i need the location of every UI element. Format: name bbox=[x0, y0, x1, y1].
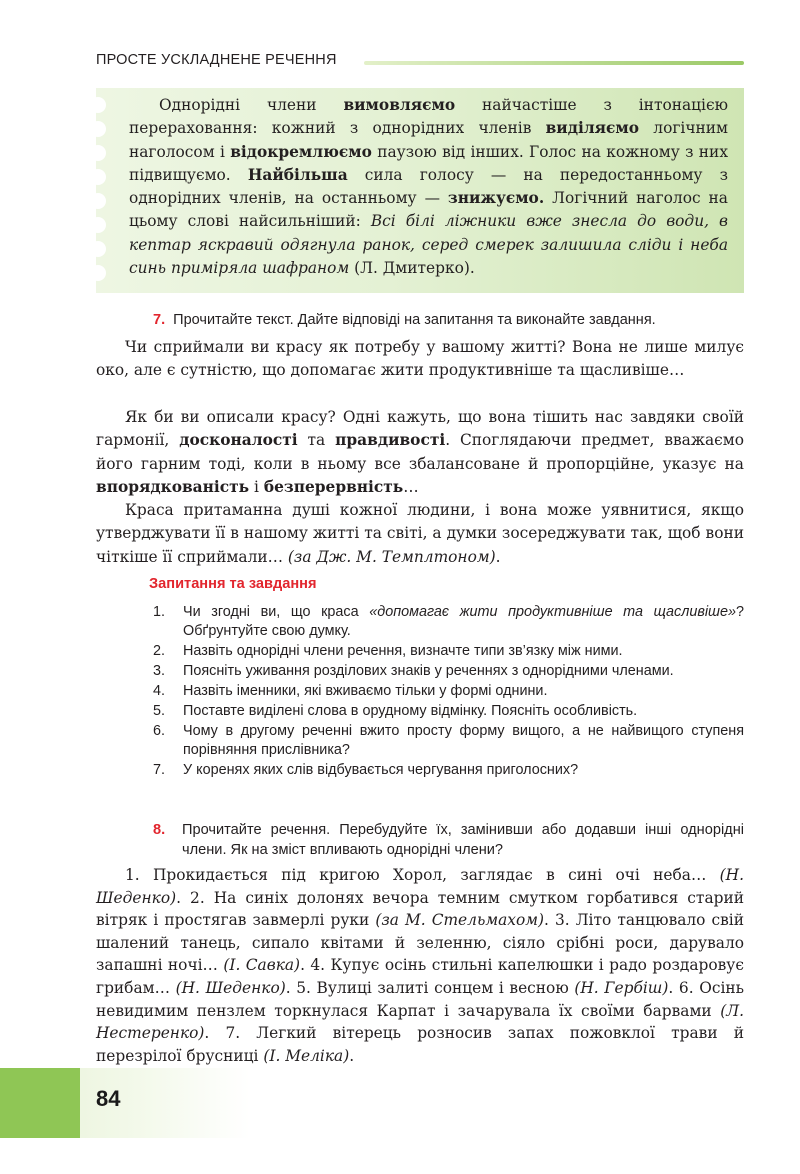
questions-list bbox=[153, 603, 744, 781]
bold-term: відокремлюємо bbox=[230, 142, 372, 161]
text-run: . 4. Купує осінь стильні капелюшки і радо роздаровує грибам… bbox=[96, 956, 744, 997]
italic-text: Всі білі ліжники вже знесла до води, в кептар яскравий одягнула ранок, серед смерек залишила сліди і неба синь приміряла шафраном bbox=[129, 212, 728, 278]
text-run: … bbox=[403, 478, 419, 497]
item-number: 3. bbox=[153, 663, 166, 679]
list-item bbox=[153, 682, 744, 701]
reading-paragraph bbox=[96, 406, 744, 500]
text-run: найчастіше з інтонацією перераховання: кожний з однорідних членів bbox=[129, 96, 728, 138]
text-run: . 6. Осінь невидимим пензлем торкнулася Карпат і зачарувала їх своїми барвами bbox=[96, 978, 745, 1020]
list-item bbox=[153, 722, 744, 760]
text-run: Чи сприймали ви красу як потребу у вашому житті? Вона не лише милує око, але є сутністю, що допомагає жити продуктивніше та щасливіше… bbox=[96, 338, 744, 380]
italic-text: (за Дж. М. Темплтоном) bbox=[287, 547, 496, 566]
item-number: 4. bbox=[153, 683, 166, 699]
binder-hole bbox=[90, 241, 106, 257]
italic-text: (Л. Нестеренко) bbox=[96, 1001, 744, 1043]
item-number: 2. bbox=[153, 643, 166, 659]
item-number: 5. bbox=[153, 703, 166, 719]
text-run: Назвіть іменники, які вживаємо тільки у формі однини. bbox=[183, 683, 548, 699]
item-number: 6. bbox=[153, 723, 166, 739]
list-item bbox=[153, 662, 744, 681]
rule-box bbox=[96, 88, 744, 293]
binder-hole bbox=[90, 145, 106, 161]
task-instruction: Прочитайте текст. Дайте відповіді на запитання та виконайте завдання. bbox=[173, 312, 656, 328]
bold-term: вимовляємо bbox=[343, 96, 456, 114]
footer-band bbox=[0, 1068, 250, 1138]
italic-text: (І. Меліка) bbox=[263, 1046, 350, 1065]
chapter-title: ПРОСТЕ УСКЛАДНЕНЕ РЕЧЕННЯ bbox=[96, 52, 337, 68]
italic-text: (Н. Шеденко) bbox=[175, 978, 286, 997]
bold-term: безперервність bbox=[263, 478, 404, 497]
text-run: Поясніть уживання розділових знаків у реченнях з однорідними членами. bbox=[183, 663, 674, 679]
bold-term: знижуємо. bbox=[447, 189, 545, 208]
questions-heading: Запитання та завдання bbox=[149, 576, 317, 592]
text-run: Краса притаманна душі кожної людини, і вона може уявнитися, якщо утверджувати її в нашому житті та світі, а думки зосереджувати так, щоб вони чіткіше її сприймали… bbox=[96, 501, 744, 566]
page-tab bbox=[0, 1068, 80, 1138]
task-7 bbox=[153, 312, 656, 328]
bold-term: Найбільша bbox=[247, 165, 348, 184]
binder-hole bbox=[90, 169, 106, 185]
binder-hole bbox=[90, 193, 106, 209]
text-run: . 7. Легкий вітерець розносив запах пожовклої трави й перезрілої брусниці bbox=[96, 1024, 744, 1065]
text-run: Поставте виділені слова в орудному відмінку. Поясніть особливість. bbox=[183, 703, 638, 719]
reading-paragraph bbox=[96, 499, 744, 569]
text-run: . 5. Вулиці залиті сонцем і весною bbox=[285, 978, 575, 997]
list-item bbox=[153, 603, 744, 641]
reading-paragraph bbox=[96, 336, 744, 383]
bold-term: виділяємо bbox=[545, 119, 640, 138]
list-item bbox=[153, 761, 744, 780]
italic-text: (І. Савка) bbox=[223, 956, 301, 975]
header-rule bbox=[364, 61, 744, 65]
text-run: 1. Прокидається під кригою Хорол, заглядає в сині очі неба… bbox=[125, 866, 720, 884]
text-run: паузою від інших. Голос на кожному з них підвищуємо. bbox=[129, 142, 728, 184]
text-run: Назвіть однорідні члени речення, визначте типи зв’язку між ними. bbox=[183, 643, 623, 659]
text-run: . bbox=[495, 547, 501, 566]
text-run: . 3. Літо танцювало свій шалений танець, сипало квітами й зеленню, сіяло срібні роси, дарувало запашні ночі… bbox=[96, 911, 744, 975]
text-run: сила голосу — на передостанньому з однорідних членів, на останньому — bbox=[129, 165, 728, 208]
italic-text: (Н. Гербіш) bbox=[574, 978, 669, 997]
text-run: Однорідні члени bbox=[159, 96, 344, 114]
text-run: ? Обґрунтуйте свою думку. bbox=[183, 604, 744, 639]
rule-text bbox=[129, 94, 728, 280]
text-run: та bbox=[297, 431, 336, 450]
text-run: Чому в другому реченні вжито просту форму вищого, а не найвищого ступеня порівняння прислівника? bbox=[183, 723, 744, 758]
italic-text: (Н. Шеденко) bbox=[96, 866, 744, 907]
task-number: 8. bbox=[153, 822, 166, 838]
sentences-paragraph bbox=[96, 864, 744, 1067]
running-header bbox=[96, 50, 744, 72]
item-number: 7. bbox=[153, 762, 166, 778]
binder-hole bbox=[90, 121, 106, 137]
bold-term: досконалості bbox=[179, 431, 298, 450]
binder-hole bbox=[90, 265, 106, 281]
list-item bbox=[153, 642, 744, 661]
item-number: 1. bbox=[153, 604, 166, 620]
task-instruction: Прочитайте речення. Перебудуйте їх, замінивши або додавши інші однорідні члени. Як на зміст впливають однорідні члени? bbox=[182, 822, 744, 858]
page-number: 84 bbox=[96, 1086, 121, 1111]
list-item bbox=[153, 702, 744, 721]
text-run: Чи згодні ви, що краса bbox=[183, 604, 370, 620]
task-8 bbox=[153, 820, 744, 860]
binder-hole bbox=[90, 217, 106, 233]
binder-hole bbox=[90, 97, 106, 113]
text-run: У коренях яких слів відбувається чергування приголосних? bbox=[183, 762, 579, 778]
text-run: Як би ви описали красу? Одні кажуть, що вона тішить нас завдяки своїй гармонії, bbox=[96, 408, 744, 450]
text-run: Логічний наголос на цьому слові найсильніший: bbox=[129, 189, 728, 231]
text-run: (Л. Дмитерко). bbox=[349, 259, 475, 278]
bold-term: впорядкованість bbox=[96, 478, 250, 497]
text-run: . Споглядаючи предмет, вважаємо його гарним тоді, коли в ньому все збалансоване й пропорційне, указує на bbox=[96, 431, 745, 473]
text-run: . 2. На синіх долонях вечора темним смутком горбатився старий вітряк і простягав завмерлі руки bbox=[96, 888, 744, 930]
italic-text: (за М. Стельмахом) bbox=[375, 911, 544, 930]
text-run: логічним наголосом і bbox=[129, 119, 728, 161]
text-run: . bbox=[349, 1046, 355, 1065]
bold-term: правдивості bbox=[335, 431, 446, 450]
task-number: 7. bbox=[153, 312, 166, 328]
text-run: і bbox=[249, 478, 264, 497]
italic-text: «допомагає жити продуктивніше та щасливіше» bbox=[369, 604, 736, 620]
